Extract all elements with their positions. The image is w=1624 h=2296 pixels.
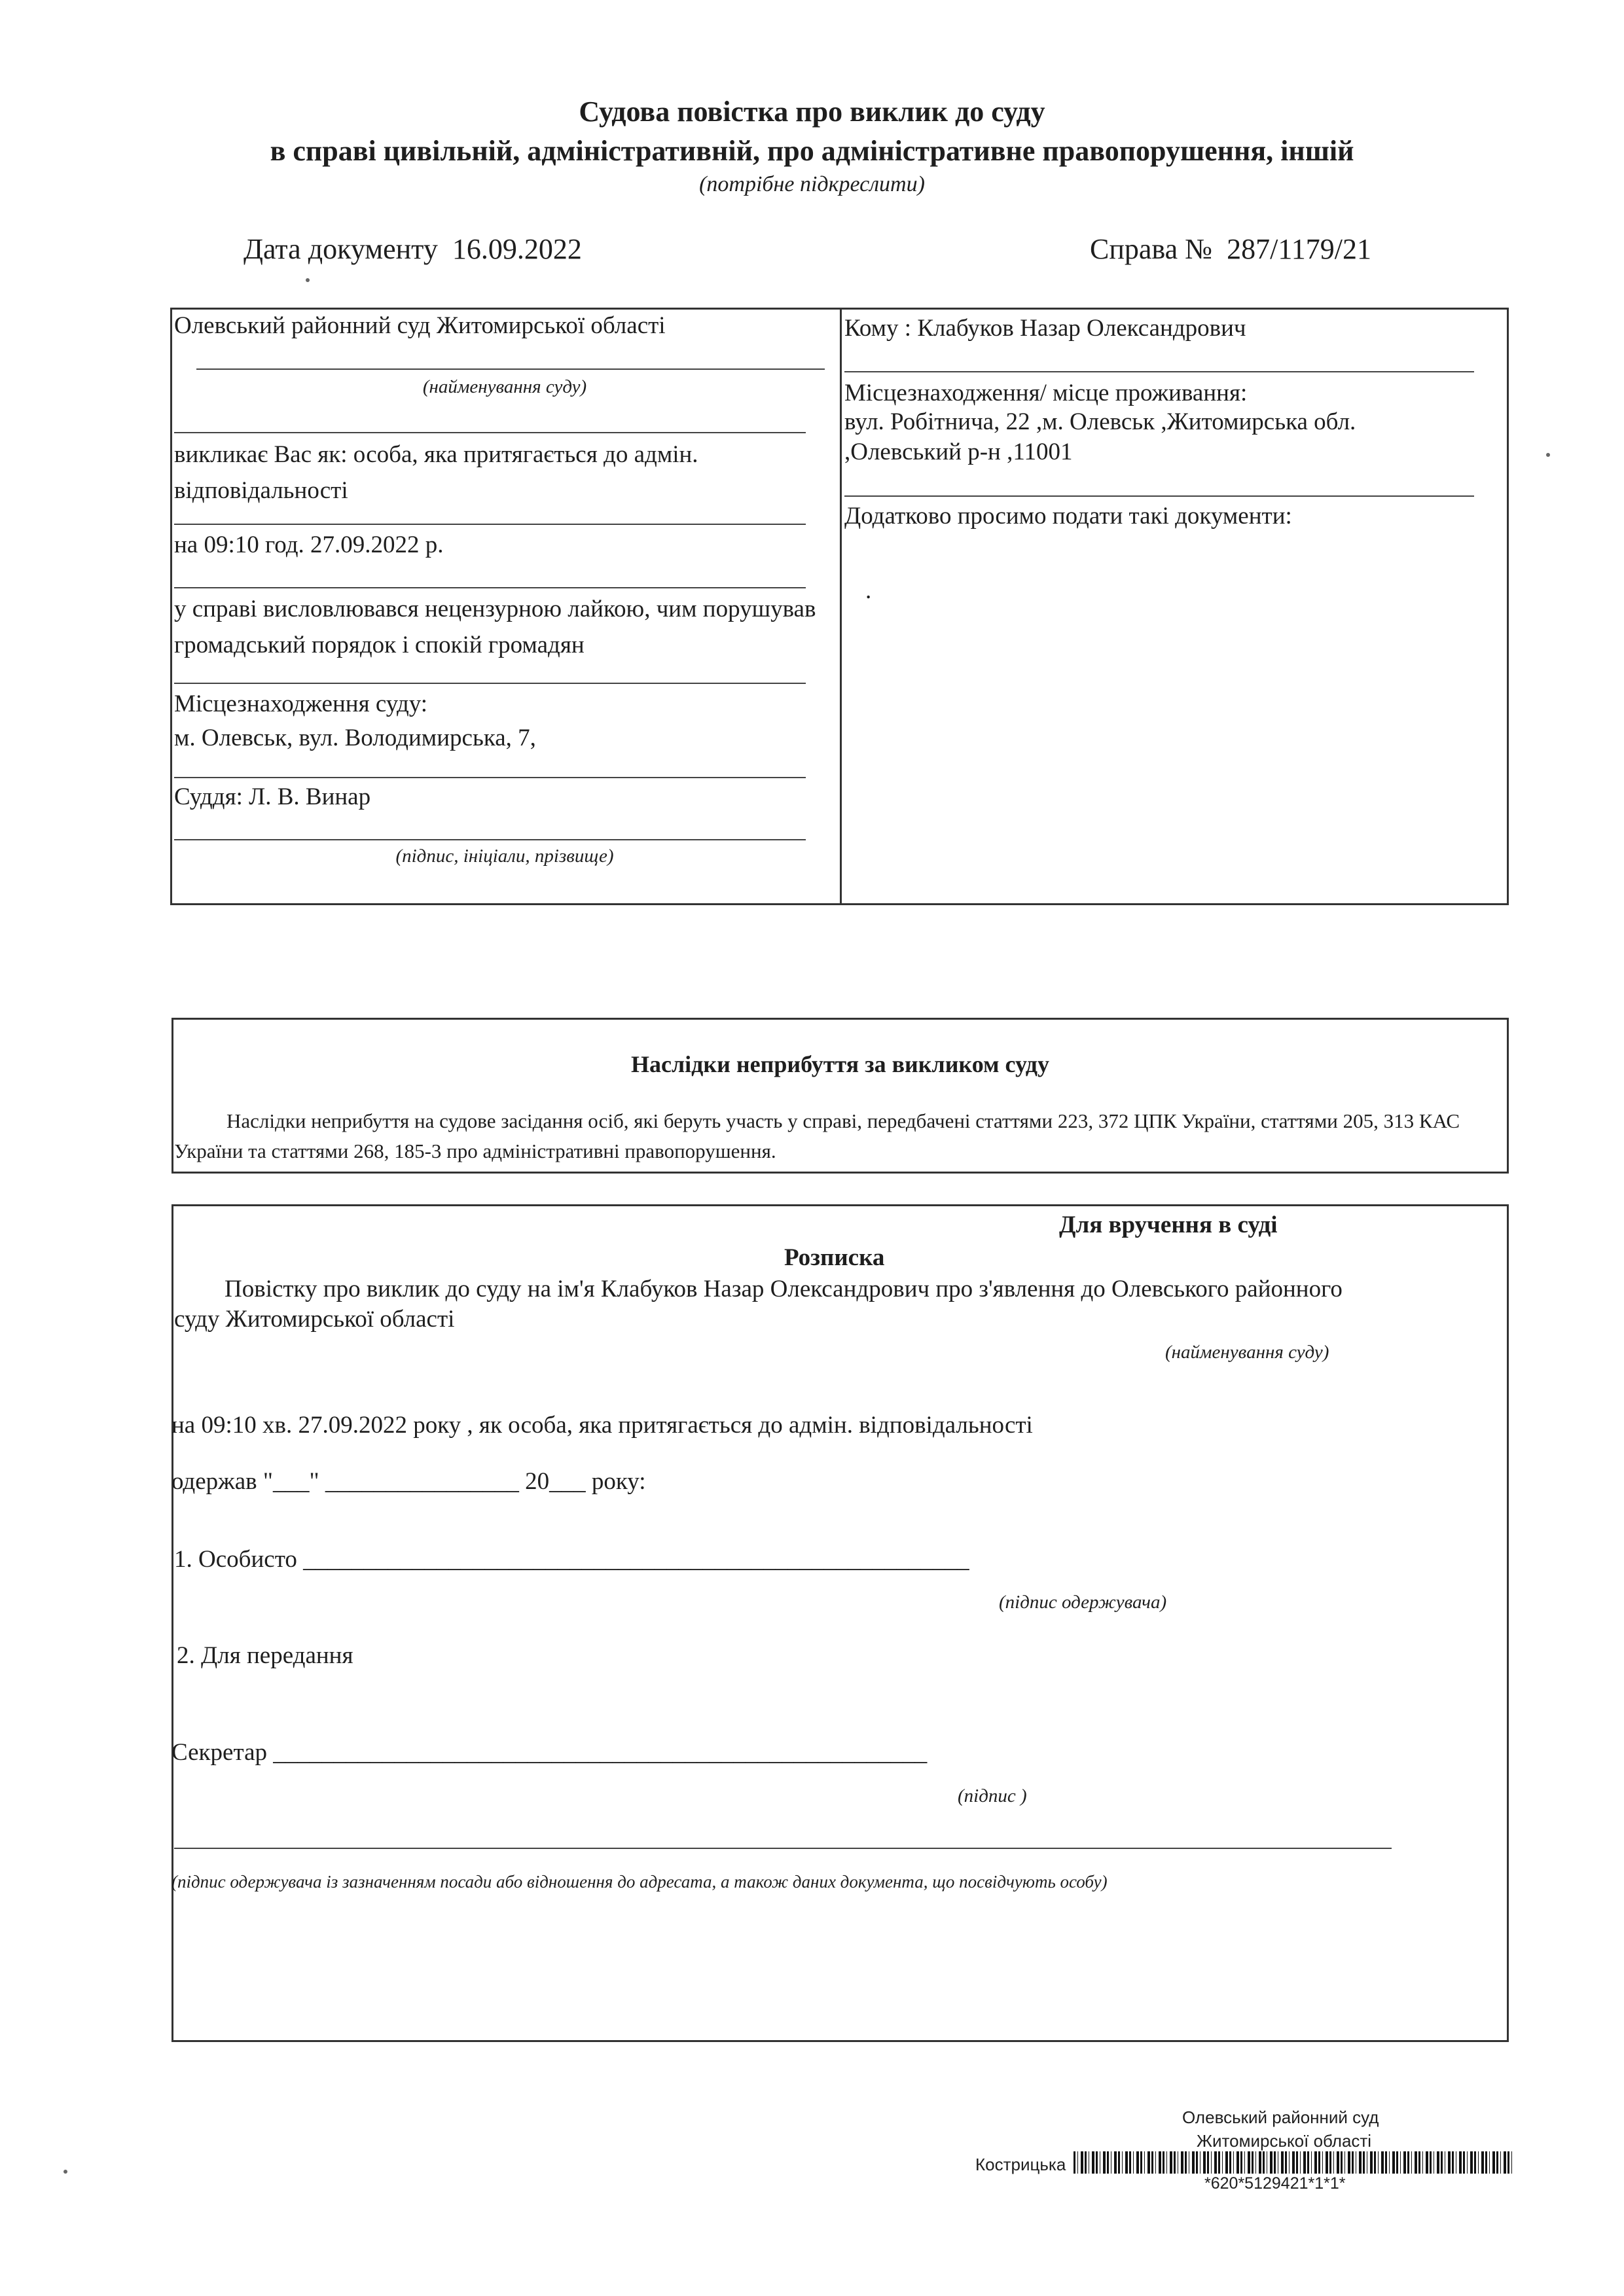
recipient-id-caption: (підпис одержувача із зазначенням посади або відношення до адресата, а також даних документа, що посвідчують особу) [171, 1872, 1108, 1892]
court-location-value: м. Олевськ, вул. Володимирська, 7, [174, 725, 536, 751]
recipient-signature-caption: (підпис одержувача) [999, 1592, 1167, 1613]
document-title: Судова повістка про виклик до суду [579, 96, 1045, 128]
secretary-signature-field: Секретар ______________________________________________________ [171, 1739, 928, 1766]
court-name: Олевський районний суд Житомирської області [174, 312, 666, 339]
case-description: у справі висловлювався нецензурною лайкою, чим порушував громадський порядок і спокій громадян [174, 596, 816, 658]
date-value: 16.09.2022 [452, 233, 582, 265]
column-divider [840, 308, 842, 905]
address-label: Місцезнаходження/ місце проживання: [844, 380, 1248, 406]
divider [174, 524, 806, 525]
court-caption: (найменування суду) [422, 376, 587, 397]
court-location-label: Місцезнаходження суду: [174, 691, 428, 717]
receipt-court-caption: (найменування суду) [1165, 1342, 1329, 1363]
underline-note: (потрібне підкреслити) [699, 172, 925, 196]
divider [196, 368, 825, 370]
judge-caption: (підпис, ініціали, прізвище) [395, 846, 614, 867]
document-subtitle: в справі цивільній, адміністративній, про адміністративне правопорушення, іншій [270, 135, 1354, 167]
divider [174, 587, 806, 588]
summon-as: викликає Вас як: особа, яка притягається до адмін. відповідальності [174, 441, 698, 504]
consequences-title: Наслідки неприбуття за викликом суду [631, 1051, 1049, 1077]
personal-signature-field: 1. Особисто _______________________________________________________ [174, 1546, 969, 1573]
secretary-signature-caption: (підпис ) [958, 1785, 1027, 1806]
divider [174, 839, 806, 840]
address-line-1: вул. Робітнича, 22 ,м. Олевськ ,Житомирська обл. [844, 408, 1356, 435]
received-date-field: одержав "___" ________________ 20___ року: [171, 1468, 646, 1495]
receipt-line-2: суду Житомирської області [174, 1306, 455, 1333]
stamp-court-line-1: Олевський районний суд [1182, 2108, 1379, 2127]
barcode-code: *620*5129421*1*1* [1204, 2174, 1346, 2193]
scan-speck [306, 278, 310, 282]
divider [174, 1848, 1392, 1849]
receipt-line-1: Повістку про виклик до суду на ім'я Клабуков Назар Олександрович про з'явлення до Олевського районного [225, 1276, 1343, 1302]
recipient: Кому : Клабуков Назар Олександрович [844, 315, 1246, 342]
date-label: Дата документу [244, 233, 438, 265]
transfer-label: 2. Для передання [177, 1642, 353, 1669]
divider [844, 371, 1474, 372]
receipt-time-line: на 09:10 хв. 27.09.2022 року , як особа, яка притягається до адмін. відповідальності [171, 1412, 1033, 1439]
case-value: 287/1179/21 [1227, 233, 1371, 265]
case-label: Справа № [1090, 233, 1213, 265]
hearing-time: на 09:10 год. 27.09.2022 р. [174, 531, 444, 558]
for-court-label: Для вручення в суді [1059, 1211, 1278, 1238]
document-date [244, 232, 582, 266]
scan-speck [1546, 453, 1550, 457]
scan-speck [63, 2170, 67, 2174]
documents-value: . [865, 577, 872, 604]
stamp-court-line-2: Житомирської області [1197, 2131, 1372, 2151]
divider [844, 495, 1474, 497]
barcode [1074, 2151, 1512, 2174]
divider [174, 777, 806, 778]
documents-request: Додатково просимо подати такі документи: [844, 503, 1292, 529]
case-number [1090, 232, 1371, 266]
stamp-name: Кострицька [975, 2155, 1066, 2174]
judge: Суддя: Л. В. Винар [174, 783, 371, 810]
divider [174, 683, 806, 684]
divider [174, 432, 806, 433]
consequences-text: Наслідки неприбуття на судове засідання осіб, які беруть участь у справі, передбачені статтями 223, 372 ЦПК України, статтями 205, 313 КАС України та статтями 268, 185-3 про адміністративні правопорушення. [174, 1109, 1460, 1162]
address-line-2: ,Олевський р-н ,11001 [844, 439, 1073, 465]
receipt-title: Розписка [784, 1244, 885, 1271]
